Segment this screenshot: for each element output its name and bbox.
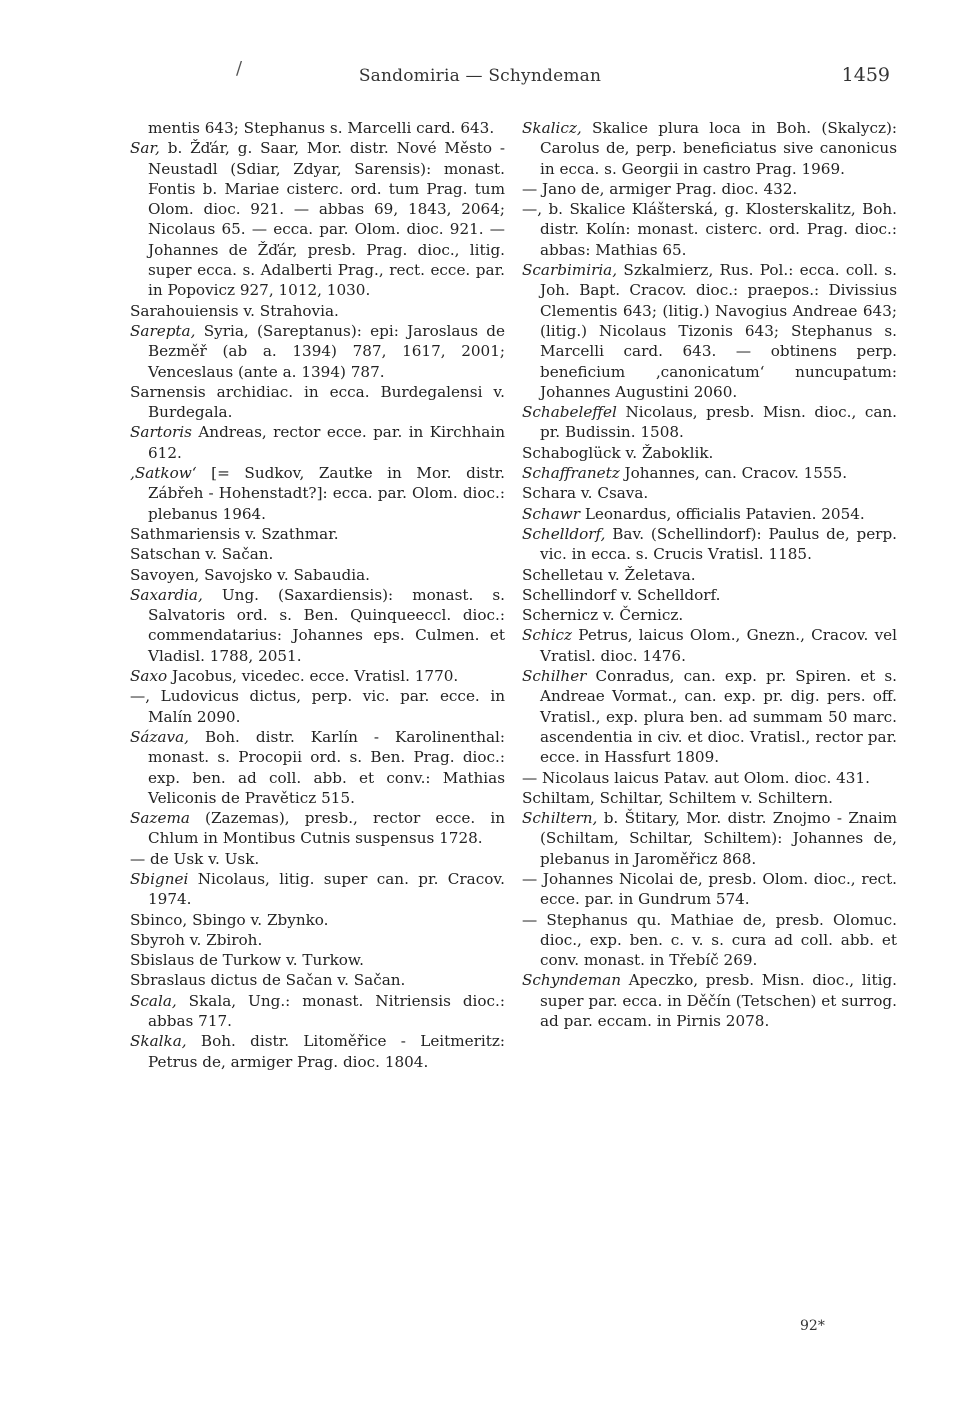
index-entry bbox=[130, 382, 505, 423]
entry-text: Sarahouiensis v. Strahovia. bbox=[130, 301, 339, 320]
index-entry bbox=[130, 138, 505, 300]
index-entry bbox=[522, 910, 897, 971]
entry-headword: Schilher bbox=[522, 667, 587, 686]
index-entry bbox=[522, 788, 897, 808]
index-entry bbox=[522, 260, 897, 402]
entry-text: Boh. distr. Litoměřice - Leitmeritz: Petrus de, armiger Prag. dioc. 1804. bbox=[148, 1032, 505, 1071]
running-title: Sandomiria — Schyndeman bbox=[358, 66, 602, 86]
index-entry bbox=[522, 869, 897, 910]
entry-text: Sbraslaus dictus de Sačan v. Sačan. bbox=[130, 971, 406, 990]
index-entry bbox=[522, 118, 897, 179]
entry-headword: Skalicz, bbox=[522, 119, 582, 137]
entry-text: Boh. distr. Karlín - Karolinenthal: monast. s. Procopii ord. s. Ben. Prag. dioc.: exp. ben. ad coll. abb. et conv.: Mathias Veliconis de Pravěticz 515. bbox=[148, 727, 505, 807]
entry-text: — de Usk v. Usk. bbox=[130, 849, 260, 868]
entry-text: Nicolaus, presb. Misn. dioc., can. pr. Budissin. 1508. bbox=[540, 403, 897, 442]
entry-headword: Sázava, bbox=[130, 727, 189, 746]
index-entry bbox=[130, 544, 505, 564]
index-entry bbox=[130, 991, 505, 1032]
entry-text: Nicolaus, litig. super can. pr. Cracov. 1974. bbox=[148, 869, 505, 909]
index-entry bbox=[522, 970, 897, 1031]
entry-text: Leonardus, officialis Patavien. 2054. bbox=[580, 504, 865, 523]
index-entry bbox=[130, 463, 505, 524]
entry-text: — Nicolaus laicus Patav. aut Olom. dioc. 431. bbox=[522, 768, 870, 787]
entry-text: Bav. (Schellindorf): Paulus de, perp. vic. in ecca. s. Crucis Vratisl. 1185. bbox=[540, 524, 897, 564]
entry-headword: ‚Satkow‘ bbox=[130, 464, 197, 483]
index-entry bbox=[522, 402, 897, 443]
index-entry bbox=[130, 910, 505, 930]
index-entry bbox=[130, 869, 505, 910]
entry-text: Schaboglück v. Žaboklik. bbox=[522, 443, 714, 462]
entry-text: Schernicz v. Černicz. bbox=[522, 606, 684, 625]
index-entry bbox=[130, 930, 505, 950]
index-entry bbox=[522, 585, 897, 605]
entry-text: Schara v. Csava. bbox=[522, 484, 649, 503]
index-entry bbox=[522, 524, 897, 565]
index-entry bbox=[130, 727, 505, 808]
entry-headword: Scarbimiria, bbox=[522, 261, 618, 280]
signature-mark: 92* bbox=[800, 1318, 825, 1334]
entry-text: Szkalmierz, Rus. Pol.: ecca. coll. s. Joh. Bapt. Cracov. dioc.: praepos.: Divissius Clementis 643; (litig.) Navogius Andreae 643; (litig.) Nicolaus Tizonis 643; Stephanus s. Marcelli card. 643. — obtinens perp. beneficium ‚canonicatum‘ nuncupatum: Johannes Augustini 2060. bbox=[540, 261, 897, 401]
entry-text: [= Sudkov, Zautke in Mor. distr. Zábřeh - Hohenstadt?]: ecca. par. Olom. dioc.: plebanus 1964. bbox=[148, 464, 505, 523]
index-entry bbox=[522, 483, 897, 503]
index-entry bbox=[130, 808, 505, 849]
left-column bbox=[130, 118, 505, 1072]
entry-text: Skalice plura loca in Boh. (Skalycz): Carolus de, perp. beneficiatus sive canonicus in ecca. s. Georgii in castro Prag. 1969. bbox=[540, 119, 897, 178]
entry-text: Schellindorf v. Schelldorf. bbox=[522, 585, 721, 604]
entry-text: Sbinco, Sbingo v. Zbynko. bbox=[130, 910, 329, 929]
index-entry bbox=[130, 950, 505, 970]
pencil-mark: / bbox=[236, 58, 243, 79]
entry-text: — Jano de, armiger Prag. dioc. 432. bbox=[522, 179, 798, 198]
entry-text: Sbyroh v. Zbiroh. bbox=[130, 930, 263, 949]
index-entry bbox=[130, 118, 505, 138]
entry-headword: Schyndeman bbox=[522, 971, 622, 990]
index-entry bbox=[130, 565, 505, 585]
entry-text: Jacobus, vicedec. ecce. Vratisl. 1770. bbox=[167, 667, 459, 686]
entry-text: (Zazemas), presb., rector ecce. in Chlum in Montibus Cutnis suspensus 1728. bbox=[148, 809, 505, 848]
entry-headword: Sartoris bbox=[130, 423, 192, 442]
index-entry bbox=[522, 625, 897, 666]
entry-headword: Sar, bbox=[130, 139, 160, 158]
index-entry bbox=[130, 1031, 505, 1072]
entry-text: Satschan v. Sačan. bbox=[130, 545, 274, 564]
entry-text: Ung. (Saxardiensis): monast. s. Salvatoris ord. s. Ben. Quinqueeccl. dioc.: commendatarius: Johannes eps. Culmen. et Vladisl. 1788, 2051. bbox=[148, 585, 505, 665]
entry-text: — Stephanus qu. Mathiae de, presb. Olomuc. dioc., exp. ben. c. v. s. cura ad coll. abb. et conv. monast. in Třebíč 269. bbox=[522, 910, 897, 970]
entry-text: —, b. Skalice Klášterská, g. Klosterskalitz, Boh. distr. Kolín: monast. cisterc. ord. Prag. dioc.: abbas: Mathias 65. bbox=[522, 200, 897, 259]
entry-text: Savoyen, Savojsko v. Sabaudia. bbox=[130, 565, 370, 584]
entry-headword: Schelldorf, bbox=[522, 524, 606, 543]
index-entry bbox=[522, 565, 897, 585]
entry-text: Sarnensis archidiac. in ecca. Burdegalensi v. Burdegala. bbox=[130, 382, 505, 422]
entry-text: Schelletau v. Želetava. bbox=[522, 565, 696, 584]
entry-text: —, Ludovicus dictus, perp. vic. par. ecce. in Malín 2090. bbox=[130, 687, 505, 726]
entry-headword: Schicz bbox=[522, 626, 573, 645]
index-entry bbox=[130, 524, 505, 544]
index-entry bbox=[522, 179, 897, 199]
index-entry bbox=[522, 199, 897, 260]
entry-text: Sbislaus de Turkow v. Turkow. bbox=[130, 951, 364, 970]
entry-headword: Schiltern, bbox=[522, 809, 598, 828]
entry-headword: Saxardia, bbox=[130, 585, 203, 604]
entry-headword: Sbignei bbox=[130, 869, 189, 888]
right-column bbox=[522, 118, 897, 1031]
index-entry bbox=[130, 585, 505, 666]
index-entry bbox=[522, 605, 897, 625]
index-entry bbox=[522, 808, 897, 869]
entry-headword: Sazema bbox=[130, 809, 190, 828]
entry-headword: Scala, bbox=[130, 991, 177, 1010]
entry-text: Conradus, can. exp. pr. Spiren. et s. Andreae Vormat., can. exp. pr. dig. pers. off. Vratisl., exp. plura ben. ad summam 50 marc. ascendentia in civ. et dioc. Vratisl., rector par. ecce. in Hassfurt 1809. bbox=[540, 667, 897, 767]
index-entry bbox=[130, 301, 505, 321]
entry-text: b. Žďár, g. Saar, Mor. distr. Nové Město - Neustadl (Sdiar, Zdyar, Sarensis): monast. Fontis b. Mariae cisterc. ord. tum Prag. tum Olom. dioc. 921. — abbas 69, 1843, 2064; Nicolaus 65. — ecca. par. Olom. dioc. 921. — Johannes de Žďár, presb. Prag. dioc., litig. super ecca. s. Adalberti Prag., rect. ecce. par. in Popovicz 927, 1012, 1030. bbox=[148, 139, 505, 300]
entry-text: mentis 643; Stephanus s. Marcelli card. 643. bbox=[148, 119, 495, 137]
entry-headword: Skalka, bbox=[130, 1032, 187, 1051]
index-entry bbox=[522, 443, 897, 463]
entry-headword: Saxo bbox=[130, 667, 168, 686]
entry-headword: Schabeleffel bbox=[522, 403, 617, 422]
entry-text: Skala, Ung.: monast. Nitriensis dioc.: abbas 717. bbox=[148, 991, 505, 1031]
index-entry bbox=[130, 422, 505, 463]
index-entry bbox=[522, 666, 897, 767]
index-entry bbox=[522, 463, 897, 483]
page-header bbox=[0, 58, 960, 92]
index-entry bbox=[130, 666, 505, 686]
entry-headword: Schawr bbox=[522, 504, 581, 523]
index-entry bbox=[522, 504, 897, 524]
entry-text: Johannes, can. Cracov. 1555. bbox=[619, 464, 848, 483]
entry-text: Petrus, laicus Olom., Gnezn., Cracov. vel Vratisl. dioc. 1476. bbox=[540, 626, 897, 665]
index-entry bbox=[130, 849, 505, 869]
entry-text: Schiltam, Schiltar, Schiltem v. Schiltern. bbox=[522, 788, 833, 807]
entry-text: Apeczko, presb. Misn. dioc., litig. super par. ecca. in Děčín (Tetschen) et surrog. ad par. eccam. in Pirnis 2078. bbox=[540, 971, 897, 1031]
entry-text: Syria, (Sareptanus): epi: Jaroslaus de Bezměř (ab a. 1394) 787, 1617, 2001; Venceslaus (ante a. 1394) 787. bbox=[148, 321, 505, 381]
index-entry bbox=[130, 970, 505, 990]
index-entry bbox=[130, 686, 505, 727]
entry-text: Sathmariensis v. Szathmar. bbox=[130, 524, 339, 543]
entry-headword: Schaffranetz bbox=[522, 464, 620, 483]
entry-text: b. Štitary, Mor. distr. Znojmo - Znaim (Schiltam, Schiltar, Schiltem): Johannes de, plebanus in Jaroměřicz 868. bbox=[540, 809, 897, 868]
page-number: 1459 bbox=[841, 64, 890, 86]
entry-text: Andreas, rector ecce. par. in Kirchhain 612. bbox=[148, 423, 505, 462]
index-entry bbox=[522, 768, 897, 788]
index-entry bbox=[130, 321, 505, 382]
entry-text: — Johannes Nicolai de, presb. Olom. dioc., rect. ecce. par. in Gundrum 574. bbox=[522, 869, 897, 909]
entry-headword: Sarepta, bbox=[130, 321, 196, 340]
